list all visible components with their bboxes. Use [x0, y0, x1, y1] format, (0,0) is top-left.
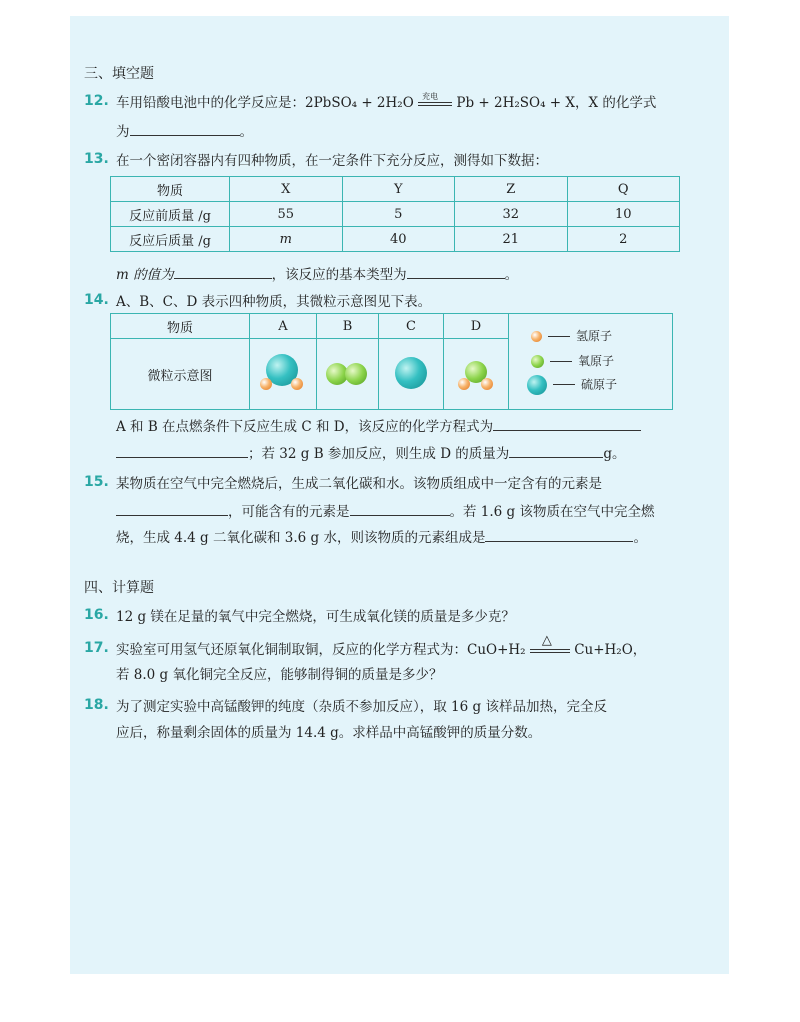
atom-legend [509, 314, 673, 410]
hydrogen-atom-icon [531, 331, 542, 342]
q12-formula-left: 2PbSO₄ + 2H₂O [305, 95, 414, 111]
question-13-answer-line [116, 264, 518, 284]
question-12-line-2 [116, 121, 253, 141]
question-number-15: 15. [84, 474, 109, 490]
table-row [111, 202, 680, 227]
answer-blank-q14-equation-cont[interactable] [116, 443, 248, 458]
legend-item-sulfur [527, 375, 617, 395]
q15-possible-prompt: ，可能含有的元素是 [228, 504, 350, 520]
question-number-17: 17. [84, 640, 109, 656]
q17-formula-left: CuO+H₂ [467, 642, 526, 658]
answer-blank-q15-definite[interactable] [116, 501, 228, 516]
section-title-fill-blank: 三、填空题 [84, 66, 154, 82]
table-header-cell: X [230, 177, 343, 202]
legend-label: 氢原子 [576, 328, 613, 343]
question-18-line-2: 应后，称量剩余固体的质量为 14.4 g。求样品中高锰酸钾的质量分数。 [116, 725, 542, 741]
oxygen-atom-icon [531, 355, 544, 368]
table-cell: 55 [230, 202, 343, 227]
answer-blank-q14-mass[interactable] [509, 443, 603, 458]
q17-intro-text: 实验室可用氢气还原氧化铜制取铜，反应的化学方程式为： [116, 642, 467, 658]
question-number-12: 12. [84, 93, 109, 109]
particle-table-q14 [110, 313, 673, 410]
h2o-molecule-icon [444, 339, 508, 409]
sulfur-molecule-icon [379, 339, 443, 409]
question-14-line-b [116, 443, 625, 463]
legend-item-oxygen [531, 352, 614, 369]
question-number-16: 16. [84, 607, 109, 623]
table-cell: 反应前质量 /g [111, 202, 230, 227]
section-title-calculation: 四、计算题 [84, 580, 154, 596]
question-17-line-1 [116, 632, 647, 659]
heat-triangle-icon: △ [541, 632, 552, 648]
question-13-text: 在一个密闭容器内有四种物质，在一定条件下充分反应，测得如下数据： [116, 153, 548, 169]
table-row [111, 227, 680, 252]
answer-blank-q15-possible[interactable] [350, 501, 450, 516]
q12-line2-suffix: 。 [239, 124, 253, 140]
q12-formula-right: Pb + 2H₂SO₄ + X，X 的化学式 [456, 95, 657, 111]
table-header-cell: A [250, 314, 317, 339]
question-17-line-2: 若 8.0 g 氧化铜完全反应，能够制得铜的质量是多少？ [116, 667, 443, 683]
q15-line2-tail: 。若 1.6 g 该物质在空气中完全燃 [449, 504, 655, 520]
molecule-d-cell [444, 339, 509, 410]
answer-blank-q13-m[interactable] [174, 264, 272, 279]
question-number-18: 18. [84, 697, 109, 713]
table-header-cell: C [379, 314, 444, 339]
table-cell: 32 [455, 202, 568, 227]
table-header-cell: Y [342, 177, 455, 202]
question-18-line-1: 为了测定实验中高锰酸钾的纯度（杂质不参加反应），取 16 g 该样品加热，完全反 [116, 699, 607, 715]
molecule-b-cell [317, 339, 379, 410]
q14-unit: g。 [603, 446, 626, 462]
table-cell: 2 [567, 227, 680, 252]
answer-blank-q13-type[interactable] [407, 264, 505, 279]
question-16-text: 12 g 镁在足量的氧气中完全燃烧，可生成氧化镁的质量是多少克？ [116, 609, 515, 625]
molecule-a-cell [250, 339, 317, 410]
table-header-cell: D [444, 314, 509, 339]
reaction-arrow-charging [418, 91, 452, 111]
table-cell: m [230, 227, 343, 252]
data-table-q13 [110, 176, 680, 252]
question-15-line-3 [116, 527, 647, 547]
answer-blank-q14-equation[interactable] [493, 416, 641, 431]
sulfur-atom-icon [527, 375, 547, 395]
table-cell: 40 [342, 227, 455, 252]
table-header-cell: Z [455, 177, 568, 202]
arrow-label-charging: 充电 [422, 91, 439, 101]
o2-molecule-icon [317, 339, 378, 409]
table-header-row [111, 314, 673, 339]
legend-label: 氧原子 [578, 353, 615, 368]
q12-intro-text: 车用铅酸电池中的化学反应是： [116, 95, 305, 111]
table-header-cell: B [317, 314, 379, 339]
q15-line-end: 。 [633, 530, 647, 546]
table-cell: 反应后质量 /g [111, 227, 230, 252]
q12-line2-prefix: 为 [116, 124, 130, 140]
table-header-cell: 物质 [111, 314, 250, 339]
worksheet-page [70, 16, 729, 974]
q13-m-value-label: m 的值为 [116, 267, 174, 283]
q13-line-end: 。 [504, 267, 519, 283]
table-cell: 5 [342, 202, 455, 227]
table-header-cell: 物质 [111, 177, 230, 202]
q14-mass-prompt: ；若 32 g B 参加反应，则生成 D 的质量为 [248, 446, 510, 462]
answer-blank-q15-composition[interactable] [485, 527, 633, 542]
table-header-cell: Q [567, 177, 680, 202]
q17-formula-right: Cu+H₂O， [574, 642, 647, 658]
table-cell: 10 [567, 202, 680, 227]
question-15-line-1: 某物质在空气中完全燃烧后，生成二氧化碳和水。该物质组成中一定含有的元素是 [116, 476, 602, 492]
table-cell: 微粒示意图 [111, 339, 250, 410]
question-15-line-2 [116, 501, 655, 521]
legend-label: 硫原子 [581, 377, 618, 391]
h2s-molecule-icon [250, 339, 316, 409]
question-number-13: 13. [84, 151, 109, 167]
q14-equation-prompt: A 和 B 在点燃条件下反应生成 C 和 D，该反应的化学方程式为 [116, 419, 494, 435]
question-number-14: 14. [84, 292, 109, 308]
q15-composition-prompt: 烧，生成 4.4 g 二氧化碳和 3.6 g 水，则该物质的元素组成是 [116, 530, 486, 546]
q13-reaction-type-label: ，该反应的基本类型为 [271, 267, 407, 283]
question-12-line-1 [116, 91, 657, 112]
legend-item-hydrogen [531, 327, 612, 344]
molecule-c-cell [379, 339, 444, 410]
table-cell: 21 [455, 227, 568, 252]
question-14-text: A、B、C、D 表示四种物质，其微粒示意图见下表。 [116, 294, 432, 310]
question-14-line-a [116, 416, 641, 436]
table-header-row [111, 177, 680, 202]
answer-blank-q12[interactable] [130, 121, 240, 136]
reaction-arrow-heat [530, 632, 570, 658]
